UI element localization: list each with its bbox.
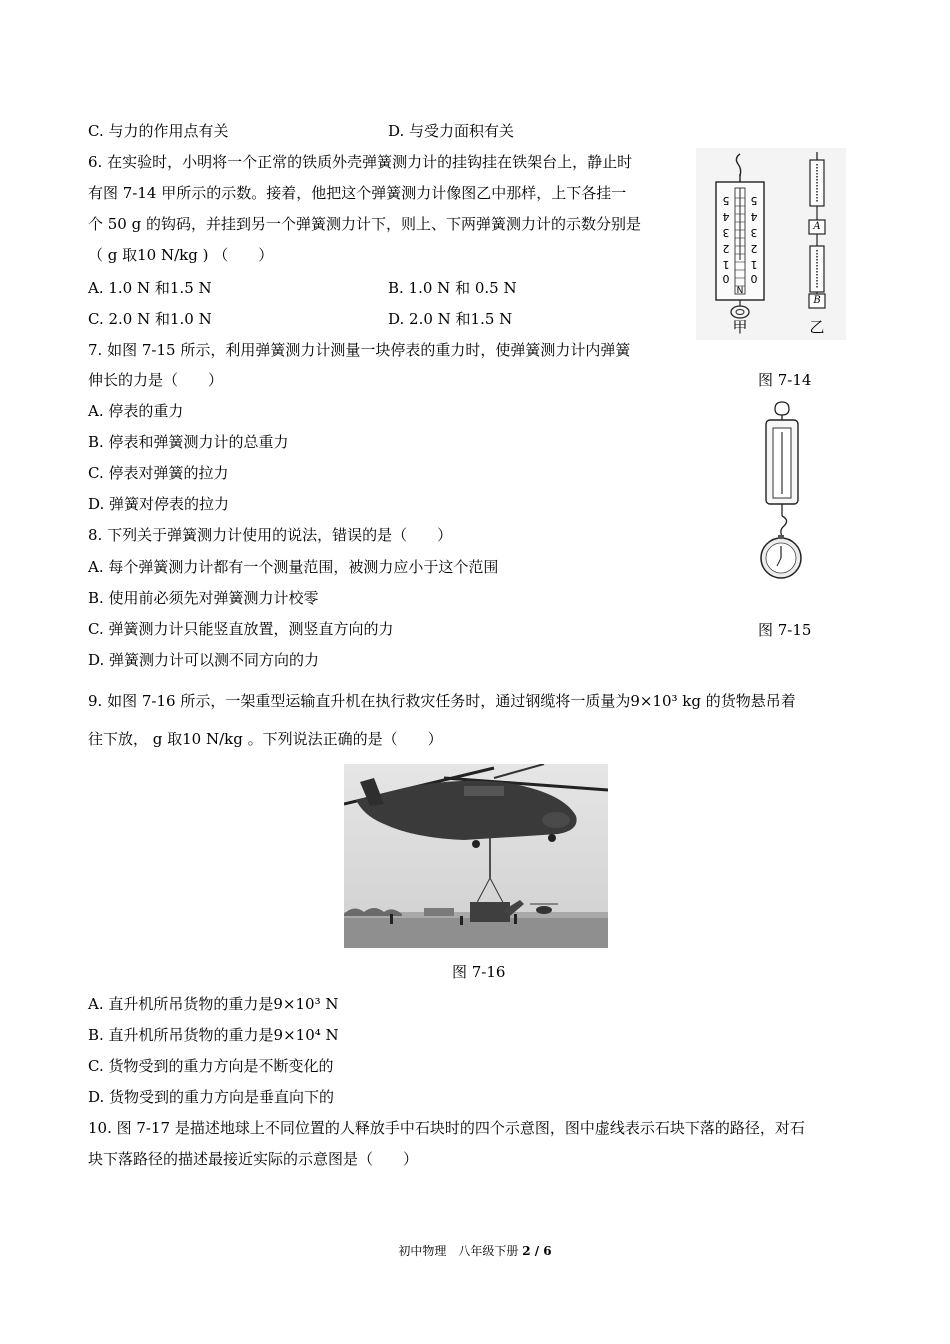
q6-text-line1: 6. 在实验时，小明将一个正常的铁质外壳弹簧测力计的挂钩挂在铁架台上，静止时 xyxy=(88,153,633,171)
tick-label-left: 5 xyxy=(722,194,730,207)
label-yi: 乙 xyxy=(809,318,825,336)
q7-option-b: B. 停表和弹簧测力计的总重力 xyxy=(88,433,289,451)
spring-scale-diagram xyxy=(696,148,846,340)
block-b-label: B xyxy=(813,295,821,306)
q6-option-b: B. 1.0 N 和 0.5 N xyxy=(388,279,517,297)
label-jia: 甲 xyxy=(732,318,748,336)
q9-option-b: B. 直升机所吊货物的重力是9×10⁴ N xyxy=(88,1026,339,1044)
tick-label-right: 3 xyxy=(750,226,758,239)
q5-option-c: C. 与力的作用点有关 xyxy=(88,122,229,140)
q7-option-c: C. 停表对弹簧的拉力 xyxy=(88,464,229,482)
unit-label-n: N xyxy=(736,286,744,296)
q6-option-d: D. 2.0 N 和1.5 N xyxy=(388,310,513,328)
q8-option-d: D. 弹簧测力计可以测不同方向的力 xyxy=(88,651,320,669)
tick-label-right: 0 xyxy=(750,273,758,286)
tick-label-right: 5 xyxy=(750,194,758,207)
tick-label-left: 3 xyxy=(722,226,730,239)
q6-text-line3: 个 50 g 的钩码，并挂到另一个弹簧测力计下，则上、下两弹簧测力计的示数分别是 xyxy=(88,215,641,233)
tick-label-left: 4 xyxy=(722,210,730,223)
page-number: 2 / 6 xyxy=(522,1244,552,1258)
q10-text-line2: 块下落路径的描述最接近实际的示意图是（ ） xyxy=(88,1150,419,1168)
q9-option-c: C. 货物受到的重力方向是不断变化的 xyxy=(88,1057,334,1075)
tick-label-left: 0 xyxy=(722,273,730,286)
q7-text-line1: 7. 如图 7-15 所示，利用弹簧测力计测量一块停表的重力时，使弹簧测力计内弹簧 xyxy=(88,341,631,359)
q8-text-line1: 8. 下列关于弹簧测力计使用的说法，错误的是（ ） xyxy=(88,526,453,544)
q7-text-line2: 伸长的力是（ ） xyxy=(88,371,224,389)
footer-text: 初中物理 八年级下册 xyxy=(398,1244,519,1258)
figure-7-14-caption: 图 7-14 xyxy=(758,371,812,389)
q7-option-d: D. 弹簧对停表的拉力 xyxy=(88,495,230,513)
q8-option-b: B. 使用前必须先对弹簧测力计校零 xyxy=(88,589,319,607)
figure-7-15-caption: 图 7-15 xyxy=(758,621,812,639)
q5-option-d: D. 与受力面积有关 xyxy=(388,122,515,140)
tick-label-left: 1 xyxy=(722,258,730,271)
figure-7-14 xyxy=(696,148,846,340)
tick-label-right: 2 xyxy=(750,242,758,255)
tick-label-right: 1 xyxy=(750,258,758,271)
tick-label-left: 2 xyxy=(722,242,730,255)
figure-7-15 xyxy=(752,398,812,588)
tick-label-right: 4 xyxy=(750,210,758,223)
q6-text-line4: （ g 取10 N/kg ) （ ） xyxy=(88,246,274,264)
q8-option-a: A. 每个弹簧测力计都有一个测量范围，被测力应小于这个范围 xyxy=(88,558,499,576)
q9-option-d: D. 货物受到的重力方向是垂直向下的 xyxy=(88,1088,335,1106)
q6-option-c: C. 2.0 N 和1.0 N xyxy=(88,310,212,328)
q9-text-line2: 往下放， g 取10 N/kg 。下列说法正确的是（ ） xyxy=(88,730,443,748)
q9-option-a: A. 直升机所吊货物的重力是9×10³ N xyxy=(88,995,339,1013)
stopwatch-scale-diagram xyxy=(752,398,812,588)
figure-7-16-caption: 图 7-16 xyxy=(452,963,506,981)
block-a-label: A xyxy=(813,221,821,232)
q8-option-c: C. 弹簧测力计只能竖直放置，测竖直方向的力 xyxy=(88,620,394,638)
helicopter-photo xyxy=(344,764,608,948)
q10-text-line1: 10. 图 7-17 是描述地球上不同位置的人释放手中石块时的四个示意图，图中虚线表示石块下落的路径，对石 xyxy=(88,1119,805,1137)
figure-7-16-photo xyxy=(344,764,608,948)
q6-option-a: A. 1.0 N 和1.5 N xyxy=(88,279,212,297)
q7-option-a: A. 停表的重力 xyxy=(88,402,184,420)
q6-text-line2: 有图 7-14 甲所示的示数。接着，他把这个弹簧测力计像图乙中那样，上下各挂一 xyxy=(88,184,627,202)
q9-text-line1: 9. 如图 7-16 所示，一架重型运输直升机在执行救灾任务时，通过钢缆将一质量为9×10³ kg 的货物悬吊着 xyxy=(88,692,796,710)
page-footer xyxy=(0,1243,950,1259)
